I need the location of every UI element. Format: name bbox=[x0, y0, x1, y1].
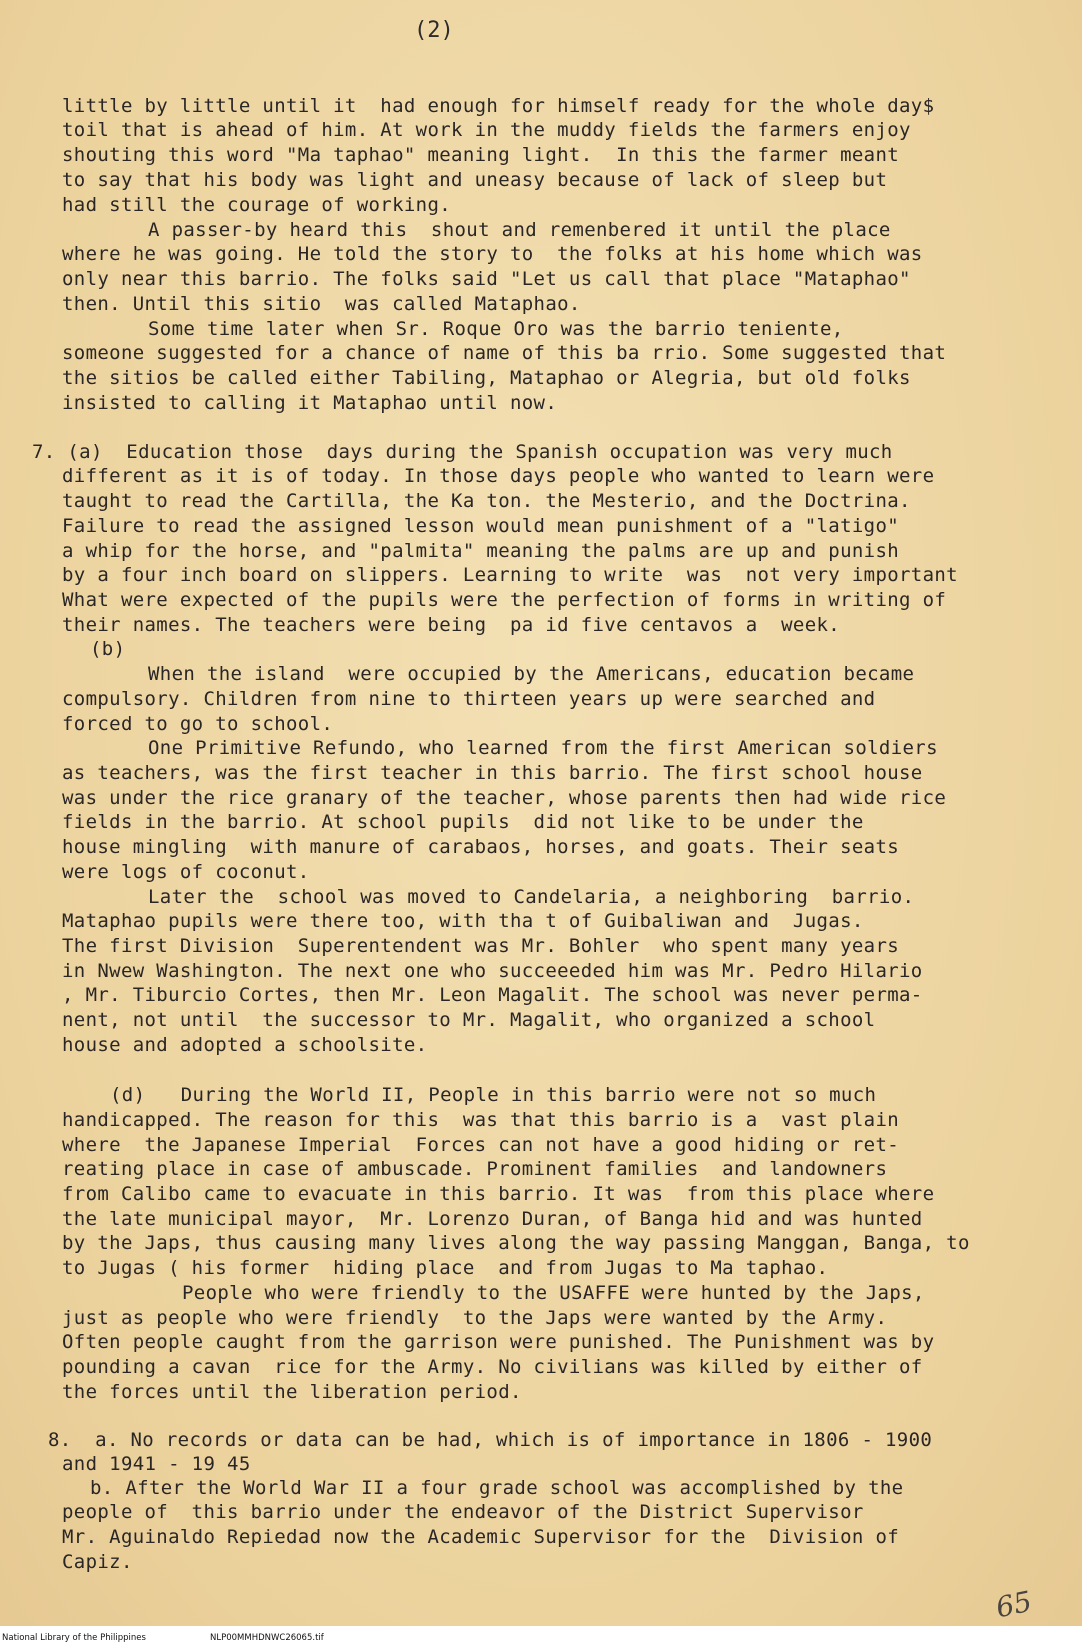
footer-source: National Library of the Philippines bbox=[2, 1633, 146, 1643]
text-line: b. After the World War II a four grade school was accomplished by the bbox=[90, 1477, 904, 1499]
text-line: where the Japanese Imperial Forces can not have a good hiding or ret- bbox=[62, 1134, 900, 1156]
text-line: someone suggested for a chance of name of this ba rrio. Some suggested that bbox=[62, 342, 947, 364]
text-line: house mingling with manure of carabaos, horses, and goats. Their seats bbox=[62, 836, 900, 858]
text-line: One Primitive Refundo, who learned from the first American soldiers bbox=[148, 737, 938, 759]
page-number: (2) bbox=[414, 18, 454, 43]
text-line: Capiz. bbox=[62, 1551, 133, 1573]
text-line: taught to read the Cartilla, the Ka ton. the Mesterio, and the Doctrina. bbox=[62, 490, 911, 512]
text-line: handicapped. The reason for this was that this barrio is a vast plain bbox=[62, 1109, 900, 1131]
text-line: their names. The teachers were being pa id five centavos a week. bbox=[62, 614, 841, 636]
text-line: Often people caught from the garrison were punished. The Punishment was by bbox=[62, 1331, 935, 1353]
text-line: people of this barrio under the endeavor of the District Supervisor bbox=[62, 1501, 864, 1523]
text-line: 7. (a) Education those days during the Spanish occupation was very much bbox=[32, 441, 893, 463]
text-line: to Jugas ( his former hiding place and from Jugas to Ma taphao. bbox=[62, 1257, 829, 1279]
text-line: the sitios be called either Tabiling, Mataphao or Alegria, but old folks bbox=[62, 367, 911, 389]
text-line: Failure to read the assigned lesson would mean punishment of a "latigo" bbox=[62, 515, 900, 537]
text-line: insisted to calling it Mataphao until now. bbox=[62, 392, 558, 414]
text-line: compulsory. Children from nine to thirteen years up were searched and bbox=[62, 688, 876, 710]
text-line: Some time later when Sr. Roque Oro was the barrio teniente, bbox=[148, 318, 844, 340]
text-line: shouting this word "Ma taphao" meaning light. In this the farmer meant bbox=[62, 144, 900, 166]
text-line: A passer-by heard this shout and remenbered it until the place bbox=[148, 219, 891, 241]
text-line: in Nwew Washington. The next one who succeeeded him was Mr. Pedro Hilario bbox=[62, 960, 923, 982]
text-line: nent, not until the successor to Mr. Magalit, who organized a school bbox=[62, 1009, 876, 1031]
text-line: as teachers, was the first teacher in this barrio. The first school house bbox=[62, 762, 923, 784]
text-line: were logs of coconut. bbox=[62, 861, 310, 883]
text-line: from Calibo came to evacuate in this barrio. It was from this place where bbox=[62, 1183, 935, 1205]
text-line: When the island were occupied by the Americans, education became bbox=[148, 663, 915, 685]
text-line: pounding a cavan rice for the Army. No civilians was killed by either of bbox=[62, 1356, 923, 1378]
text-line: little by little until it had enough for himself ready for the whole day$ bbox=[62, 95, 935, 117]
text-line: only near this barrio. The folks said "Let us call that place "Mataphao" bbox=[62, 268, 911, 290]
text-line: 8. a. No records or data can be had, which is of importance in 1806 - 1900 bbox=[48, 1429, 933, 1451]
text-line: reating place in case of ambuscade. Prominent families and landowners bbox=[62, 1158, 888, 1180]
text-line: where he was going. He told the story to the folks at his home which was bbox=[62, 243, 923, 265]
text-line: to say that his body was light and uneasy because of lack of sleep but bbox=[62, 169, 888, 191]
text-line: house and adopted a schoolsite. bbox=[62, 1034, 428, 1056]
text-line: forced to go to school. bbox=[62, 713, 334, 735]
text-line: the forces until the liberation period. bbox=[62, 1381, 522, 1403]
text-line: by a four inch board on slippers. Learning to write was not very important bbox=[62, 564, 958, 586]
text-line: toil that is ahead of him. At work in the muddy fields the farmers enjoy bbox=[62, 119, 911, 141]
text-line: had still the courage of working. bbox=[62, 194, 452, 216]
text-line: , Mr. Tiburcio Cortes, then Mr. Leon Magalit. The school was never perma- bbox=[62, 984, 923, 1006]
text-line: fields in the barrio. At school pupils did not like to be under the bbox=[62, 811, 864, 833]
text-line: Mr. Aguinaldo Repiedad now the Academic Supervisor for the Division of bbox=[62, 1526, 900, 1548]
text-line: then. Until this sitio was called Mataphao. bbox=[62, 293, 581, 315]
text-line: What were expected of the pupils were the perfection of forms in writing of bbox=[62, 589, 947, 611]
text-line: Later the school was moved to Candelaria, a neighboring barrio. bbox=[148, 886, 915, 908]
text-line: was under the rice granary of the teacher, whose parents then had wide rice bbox=[62, 787, 947, 809]
text-line: (d) During the World II, People in this barrio were not so much bbox=[110, 1084, 877, 1106]
handwritten-page-number: 65 bbox=[992, 1584, 1035, 1625]
footer-filename: NLP00MMHDNWC26065.tif bbox=[210, 1633, 324, 1643]
text-line: a whip for the horse, and "palmita" meaning the palms are up and punish bbox=[62, 540, 900, 562]
text-line: and 1941 - 19 45 bbox=[62, 1453, 251, 1475]
text-line: The first Division Superentendent was Mr. Bohler who spent many years bbox=[62, 935, 900, 957]
text-line: just as people who were friendly to the Japs were wanted by the Army. bbox=[62, 1307, 888, 1329]
text-line: (b) bbox=[90, 638, 126, 660]
text-line: Mataphao pupils were there too, with tha t of Guibaliwan and Jugas. bbox=[62, 910, 864, 932]
text-line: the late municipal mayor, Mr. Lorenzo Duran, of Banga hid and was hunted bbox=[62, 1208, 923, 1230]
text-line: different as it is of today. In those days people who wanted to learn were bbox=[62, 465, 935, 487]
text-line: People who were friendly to the USAFFE were hunted by the Japs, bbox=[182, 1282, 925, 1304]
text-line: by the Japs, thus causing many lives along the way passing Manggan, Banga, to bbox=[62, 1232, 970, 1254]
